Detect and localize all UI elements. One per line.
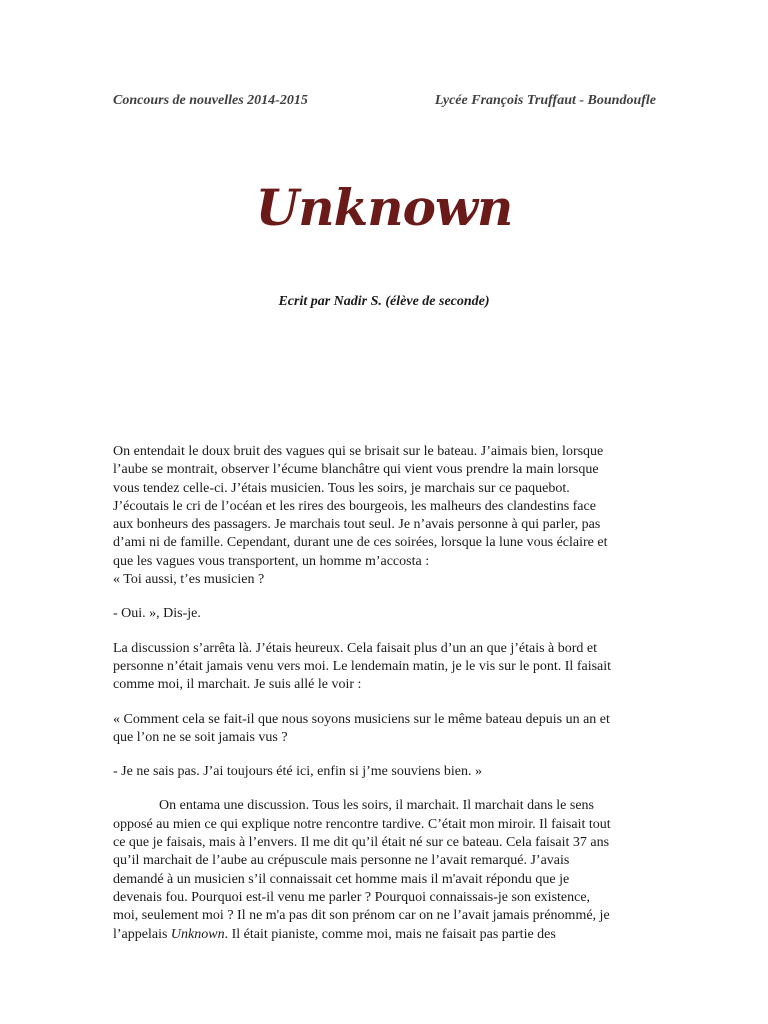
text-line: « Toi aussi, t’es musicien ? [113, 572, 265, 588]
text-line: On entama une discussion. Tous les soirs, il marchait. Il marchait dans le sens [159, 798, 595, 814]
text-line: - Oui. », Dis-je. [113, 606, 201, 622]
text-line-last [113, 926, 656, 944]
text-line: moi, seulement moi ? Il ne m'a pas dit son prénom car on ne l’avait jamais prénommé, je [113, 908, 610, 924]
text-line: que les vagues vous transportent, un homme m’accosta : [113, 553, 430, 569]
text-line: - Je ne sais pas. J’ai toujours été ici, enfin si j’me souviens bien. » [113, 764, 482, 780]
text-segment: l’appelais [113, 926, 171, 942]
text-line: La discussion s’arrêta là. J’étais heureux. Cela faisait plus d’un an que j’étais à bord et [113, 640, 598, 656]
school-name: Lycée François Truffaut - Boundoufle [434, 93, 656, 108]
text-line: J’écoutais le cri de l’océan et les rires des bourgeois, les malheurs des clandestins face [113, 498, 596, 514]
text-line: On entendait le doux bruit des vagues qui se brisait sur le bateau. J’aimais bien, lorsque [113, 444, 604, 459]
text-line: demandé à un musicien s’il connaissait cet homme mais il m'avait répondu que je [113, 871, 570, 887]
italic-name: Unknown [170, 926, 225, 942]
text-line: l’aube se montrait, observer l’écume blanchâtre qui vient vous prendre la main lorsque [113, 462, 599, 478]
text-segment: . Il était pianiste, comme moi, mais ne faisait pas partie des [224, 926, 556, 942]
story-title: Unknown [255, 178, 513, 237]
story-body [113, 443, 656, 960]
text-line: aux bonheurs des passagers. Je marchais tout seul. Je n’avais personne à qui parler, pas [113, 517, 601, 533]
text-line: personne n’était jamais venu vers moi. Le lendemain matin, je le vis sur le pont. Il faisait [113, 658, 612, 674]
paragraph-1 [113, 443, 656, 589]
paragraph-2 [113, 605, 656, 623]
text-line: que l’on ne se soit jamais vus ? [113, 729, 288, 745]
text-line: ce que je faisais, mais à l’envers. Il me dit qu’il était né sur ce bateau. Cela faisait 37 ans [113, 835, 610, 851]
text-line: d’ami ni de famille. Cependant, durant une de ces soirées, lorsque la lune vous éclaire et [113, 535, 608, 551]
paragraph-4 [113, 711, 656, 748]
paragraph-5 [113, 763, 656, 781]
paragraph-6 [113, 797, 656, 943]
text-line: devenais fou. Pourquoi est-il venu me parler ? Pourquoi connaissais-je son existence, [113, 889, 591, 905]
text-line: qu’il marchait de l’aube au crépuscule mais personne ne l’avait remarqué. J’avais [113, 853, 570, 869]
paragraph-3 [113, 640, 656, 695]
text-line: opposé au mien ce qui explique notre rencontre tardive. C’était mon miroir. Il faisait tout [113, 816, 611, 832]
text-line: vous tendez celle-ci. J’étais musicien. Tous les soirs, je marchais sur ce paquebot. [113, 480, 570, 496]
contest-title: Concours de nouvelles 2014-2015 [113, 93, 308, 108]
text-line: « Comment cela se fait-il que nous soyons musiciens sur le même bateau depuis un an et [113, 711, 610, 727]
story-author: Ecrit par Nadir S. (élève de seconde) [278, 294, 490, 309]
text-line: comme moi, il marchait. Je suis allé le voir : [113, 677, 362, 693]
